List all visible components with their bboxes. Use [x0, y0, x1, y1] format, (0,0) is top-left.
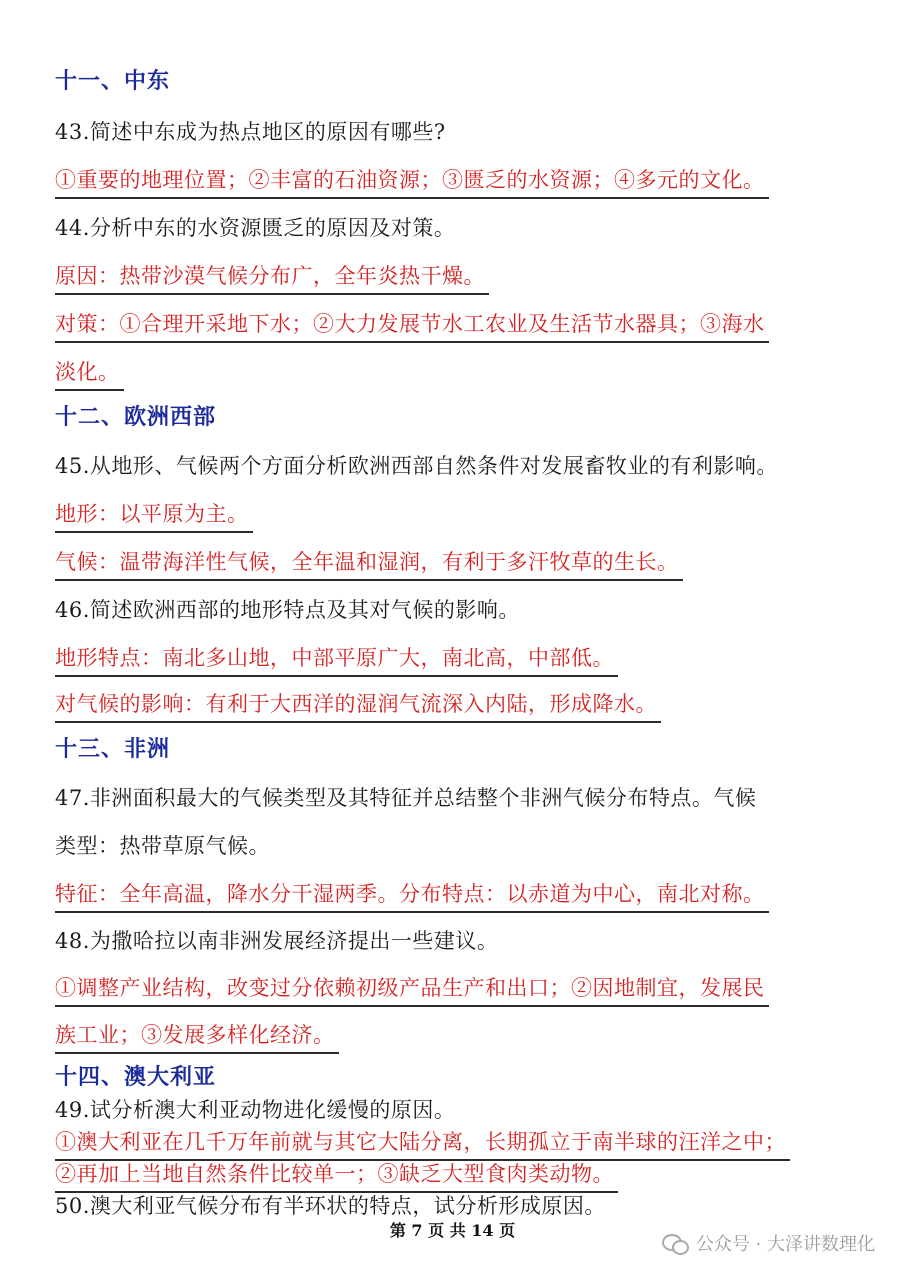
answer-46-climate: 对气候的影响：有利于大西洋的湿润气流深入内陆，形成降水。	[55, 688, 661, 723]
answer-46-terrain: 地形特点：南北多山地，中部平原广大，南北高，中部低。	[55, 642, 618, 677]
question-44: 44.分析中东的水资源匮乏的原因及对策。	[55, 216, 456, 240]
watermark-text: 公众号 · 大泽讲数理化	[695, 1234, 875, 1255]
answer-44-measures-cont: 淡化。	[55, 356, 124, 391]
watermark	[662, 1230, 875, 1256]
answer-48-cont: 族工业；③发展多样化经济。	[55, 1019, 339, 1054]
question-46: 46.简述欧洲西部的地形特点及其对气候的影响。	[55, 598, 520, 622]
answer-43: ①重要的地理位置；②丰富的石油资源；③匮乏的水资源；④多元的文化。	[55, 164, 769, 199]
section-heading-middle-east: 十一、中东	[55, 68, 171, 94]
question-48: 48.为撒哈拉以南非洲发展经济提出一些建议。	[55, 929, 499, 953]
section-heading-western-europe: 十二、欧洲西部	[55, 404, 217, 430]
page-footer: 第 7 页 共 14 页	[389, 1221, 516, 1240]
answer-44-reason: 原因：热带沙漠气候分布广，全年炎热干燥。	[55, 260, 489, 295]
answer-47: 特征：全年高温，降水分干湿两季。分布特点：以赤道为中心，南北对称。	[55, 878, 769, 913]
answer-45-terrain: 地形：以平原为主。	[55, 498, 253, 533]
question-43: 43.简述中东成为热点地区的原因有哪些?	[55, 120, 446, 144]
answer-44-measures: 对策：①合理开采地下水；②大力发展节水工农业及生活节水器具；③海水	[55, 308, 769, 343]
answer-49: ①澳大利亚在几千万年前就与其它大陆分离，长期孤立于南半球的汪洋之中；	[55, 1126, 790, 1161]
wechat-icon	[662, 1232, 688, 1254]
question-50: 50.澳大利亚气候分布有半环状的特点，试分析形成原因。	[55, 1194, 606, 1218]
section-heading-africa: 十三、非洲	[55, 736, 171, 762]
question-45: 45.从地形、气候两个方面分析欧洲西部自然条件对发展畜牧业的有利影响。	[55, 454, 778, 478]
answer-49-cont: ②再加上当地自然条件比较单一；③缺乏大型食肉类动物。	[55, 1158, 618, 1193]
question-49: 49.试分析澳大利亚动物进化缓慢的原因。	[55, 1098, 456, 1122]
answer-48: ①调整产业结构，改变过分依赖初级产品生产和出口；②因地制宜，发展民	[55, 972, 769, 1007]
section-heading-australia: 十四、澳大利亚	[55, 1064, 217, 1090]
question-47-cont: 类型：热带草原气候。	[55, 834, 270, 858]
question-47: 47.非洲面积最大的气候类型及其特征并总结整个非洲气候分布特点。气候	[55, 786, 757, 810]
answer-45-climate: 气候：温带海洋性气候，全年温和湿润，有利于多汗牧草的生长。	[55, 546, 683, 581]
